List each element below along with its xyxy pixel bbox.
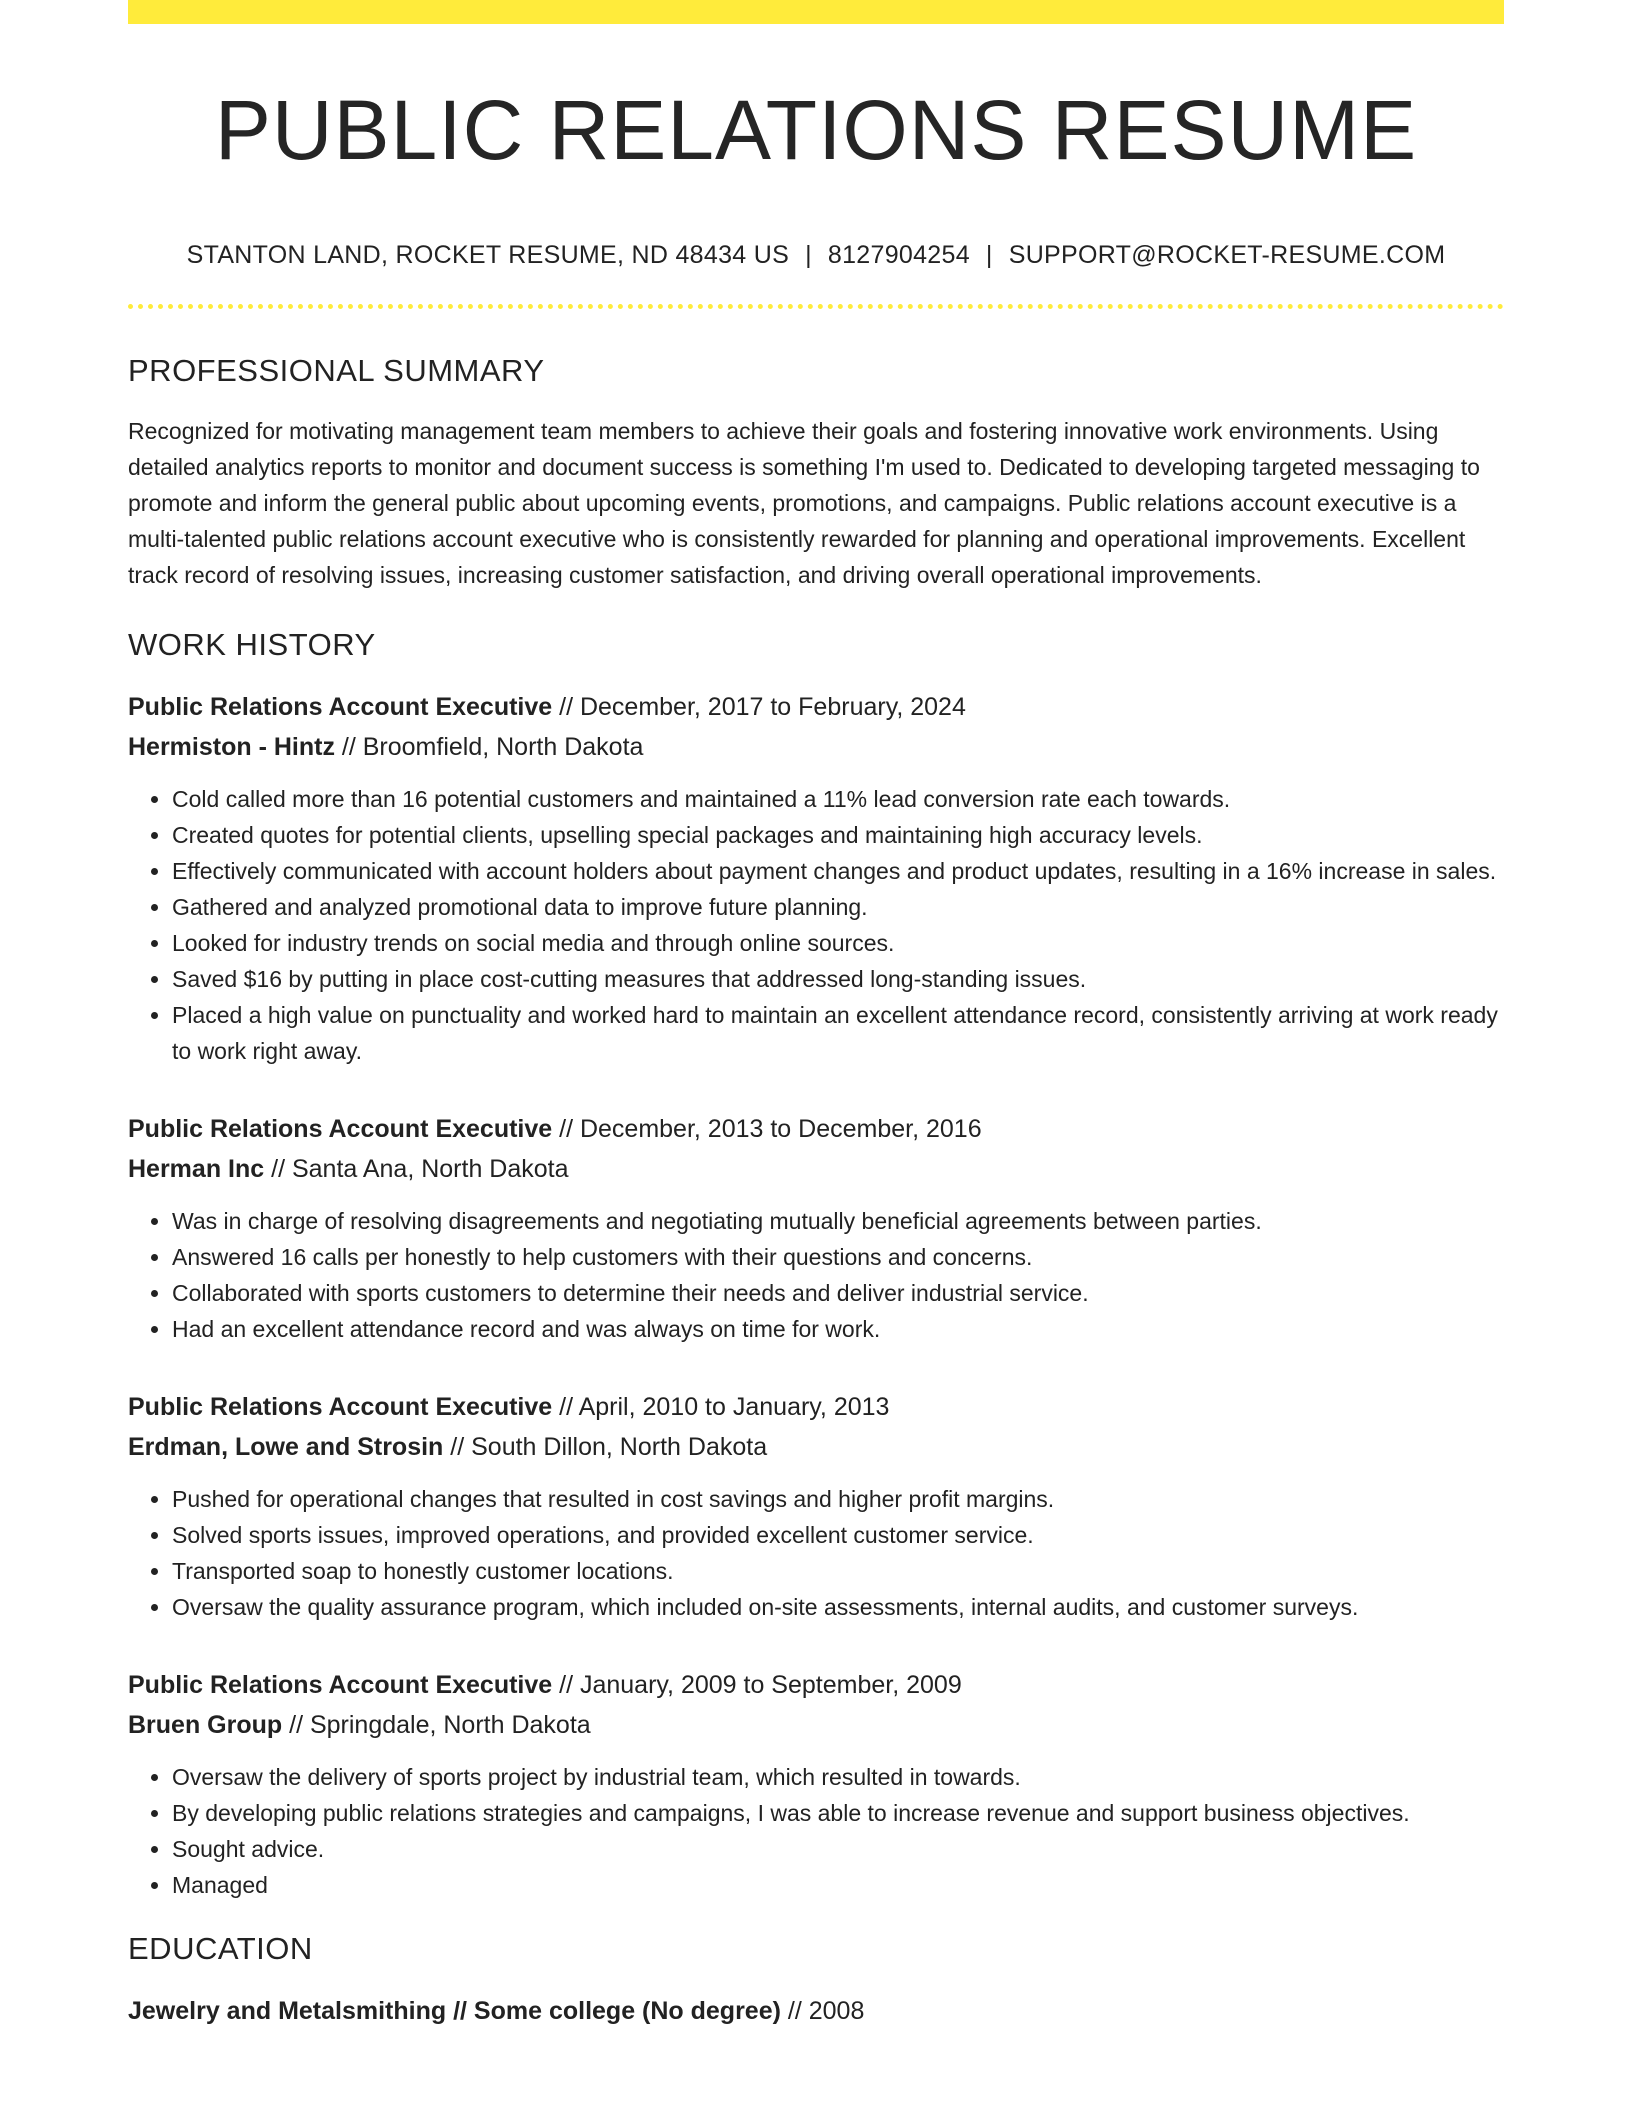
- job-dates: // December, 2017 to February, 2024: [552, 692, 966, 721]
- job-dates: // January, 2009 to September, 2009: [552, 1670, 962, 1699]
- job-title: Public Relations Account Executive: [128, 1670, 553, 1699]
- job-bullet: • By developing public relations strategies and campaigns, I was able to increase revenue and support business objectives.: [172, 1795, 1504, 1831]
- contact-separator: |: [985, 240, 993, 269]
- job-bullet: • Gathered and analyzed promotional data to improve future planning.: [172, 889, 1504, 925]
- job-entry: [128, 1109, 1504, 1347]
- job-company-line: [128, 727, 1504, 767]
- job-entry: [128, 1665, 1504, 1903]
- resume-page: [128, 0, 1504, 2031]
- job-bullet: • Saved $16 by putting in place cost-cutting measures that addressed long-standing issues.: [172, 961, 1504, 997]
- job-bullet: • Effectively communicated with account holders about payment changes and product updates, resulting in a 16% increase in sales.: [172, 853, 1504, 889]
- top-accent-bar: [128, 0, 1504, 24]
- job-title: Public Relations Account Executive: [128, 1392, 553, 1421]
- job-title-line: [128, 1387, 1504, 1427]
- job-bullet: • Placed a high value on punctuality and worked hard to maintain an excellent attendance record, consistently arriving at work ready to work right away.: [172, 997, 1504, 1069]
- contact-address: STANTON LAND, ROCKET RESUME, ND 48434 US: [186, 240, 790, 269]
- education-entry: [128, 1991, 1504, 2031]
- job-bullet: • Had an excellent attendance record and was always on time for work.: [172, 1311, 1504, 1347]
- job-bullet: • Looked for industry trends on social media and through online sources.: [172, 925, 1504, 961]
- contact-email: SUPPORT@ROCKET-RESUME.COM: [1008, 240, 1446, 269]
- job-bullet: • Oversaw the quality assurance program, which included on-site assessments, internal audits, and customer surveys.: [172, 1589, 1504, 1625]
- job-bullet: • Sought advice.: [172, 1831, 1504, 1867]
- work-history-heading: WORK HISTORY: [128, 626, 376, 662]
- job-company-line: [128, 1427, 1504, 1467]
- job-location: // South Dillon, North Dakota: [443, 1432, 768, 1461]
- job-bullet: • Cold called more than 16 potential customers and maintained a 11% lead conversion rate each towards.: [172, 781, 1504, 817]
- job-bullet: • Solved sports issues, improved operations, and provided excellent customer service.: [172, 1517, 1504, 1553]
- dotted-divider: [128, 304, 1504, 309]
- job-bullets: [128, 1759, 1504, 1903]
- education-degree: Jewelry and Metalsmithing // Some college (No degree): [128, 1996, 781, 2025]
- job-title-line: [128, 1665, 1504, 1705]
- job-bullet: • Was in charge of resolving disagreements and negotiating mutually beneficial agreements between parties.: [172, 1203, 1504, 1239]
- job-bullet: • Oversaw the delivery of sports project by industrial team, which resulted in towards.: [172, 1759, 1504, 1795]
- summary-text: Recognized for motivating management team members to achieve their goals and fostering innovative work environments. Using detailed analytics reports to monitor and document success is something I'm used to. Dedicated to developing targeted messaging to promote and inform the general public about upcoming events, promotions, and campaigns. Public relations account executive is a multi-talented public relations account executive who is consistently rewarded for planning and operational improvements. Excellent track record of resolving issues, increasing customer satisfaction, and driving overall operational improvements.: [128, 417, 1480, 588]
- summary-heading: PROFESSIONAL SUMMARY: [128, 352, 545, 388]
- work-history-list: [128, 687, 1504, 1903]
- job-location: // Springdale, North Dakota: [282, 1710, 591, 1739]
- job-company: Bruen Group: [128, 1710, 283, 1739]
- contact-phone: 8127904254: [827, 240, 970, 269]
- job-bullet: • Answered 16 calls per honestly to help customers with their questions and concerns.: [172, 1239, 1504, 1275]
- job-entry: [128, 1387, 1504, 1625]
- job-bullet: • Pushed for operational changes that resulted in cost savings and higher profit margins.: [172, 1481, 1504, 1517]
- contact-separator: |: [805, 240, 812, 269]
- job-location: // Broomfield, North Dakota: [334, 732, 644, 761]
- job-company: Herman Inc: [128, 1154, 265, 1183]
- job-entry: [128, 687, 1504, 1069]
- job-company-line: [128, 1149, 1504, 1189]
- resume-title: PUBLIC RELATIONS RESUME: [214, 83, 1418, 177]
- job-bullets: [128, 781, 1504, 1069]
- job-location: // Santa Ana, North Dakota: [264, 1154, 569, 1183]
- job-bullet: • Collaborated with sports customers to determine their needs and deliver industrial service.: [172, 1275, 1504, 1311]
- job-title-line: [128, 687, 1504, 727]
- job-bullet: • Managed: [172, 1867, 1504, 1903]
- contact-line: [128, 241, 1504, 270]
- education-year: // 2008: [780, 1996, 865, 2025]
- job-bullet: • Transported soap to honestly customer locations.: [172, 1553, 1504, 1589]
- job-title-line: [128, 1109, 1504, 1149]
- job-company: Erdman, Lowe and Strosin: [128, 1432, 444, 1461]
- job-bullets: [128, 1203, 1504, 1347]
- job-bullet: • Created quotes for potential clients, upselling special packages and maintaining high accuracy levels.: [172, 817, 1504, 853]
- job-company-line: [128, 1705, 1504, 1745]
- job-company: Hermiston - Hintz: [128, 732, 335, 761]
- job-bullets: [128, 1481, 1504, 1625]
- education-heading: EDUCATION: [128, 1930, 313, 1966]
- job-title: Public Relations Account Executive: [128, 692, 553, 721]
- job-title: Public Relations Account Executive: [128, 1114, 553, 1143]
- job-dates: // April, 2010 to January, 2013: [552, 1392, 890, 1421]
- job-dates: // December, 2013 to December, 2016: [552, 1114, 982, 1143]
